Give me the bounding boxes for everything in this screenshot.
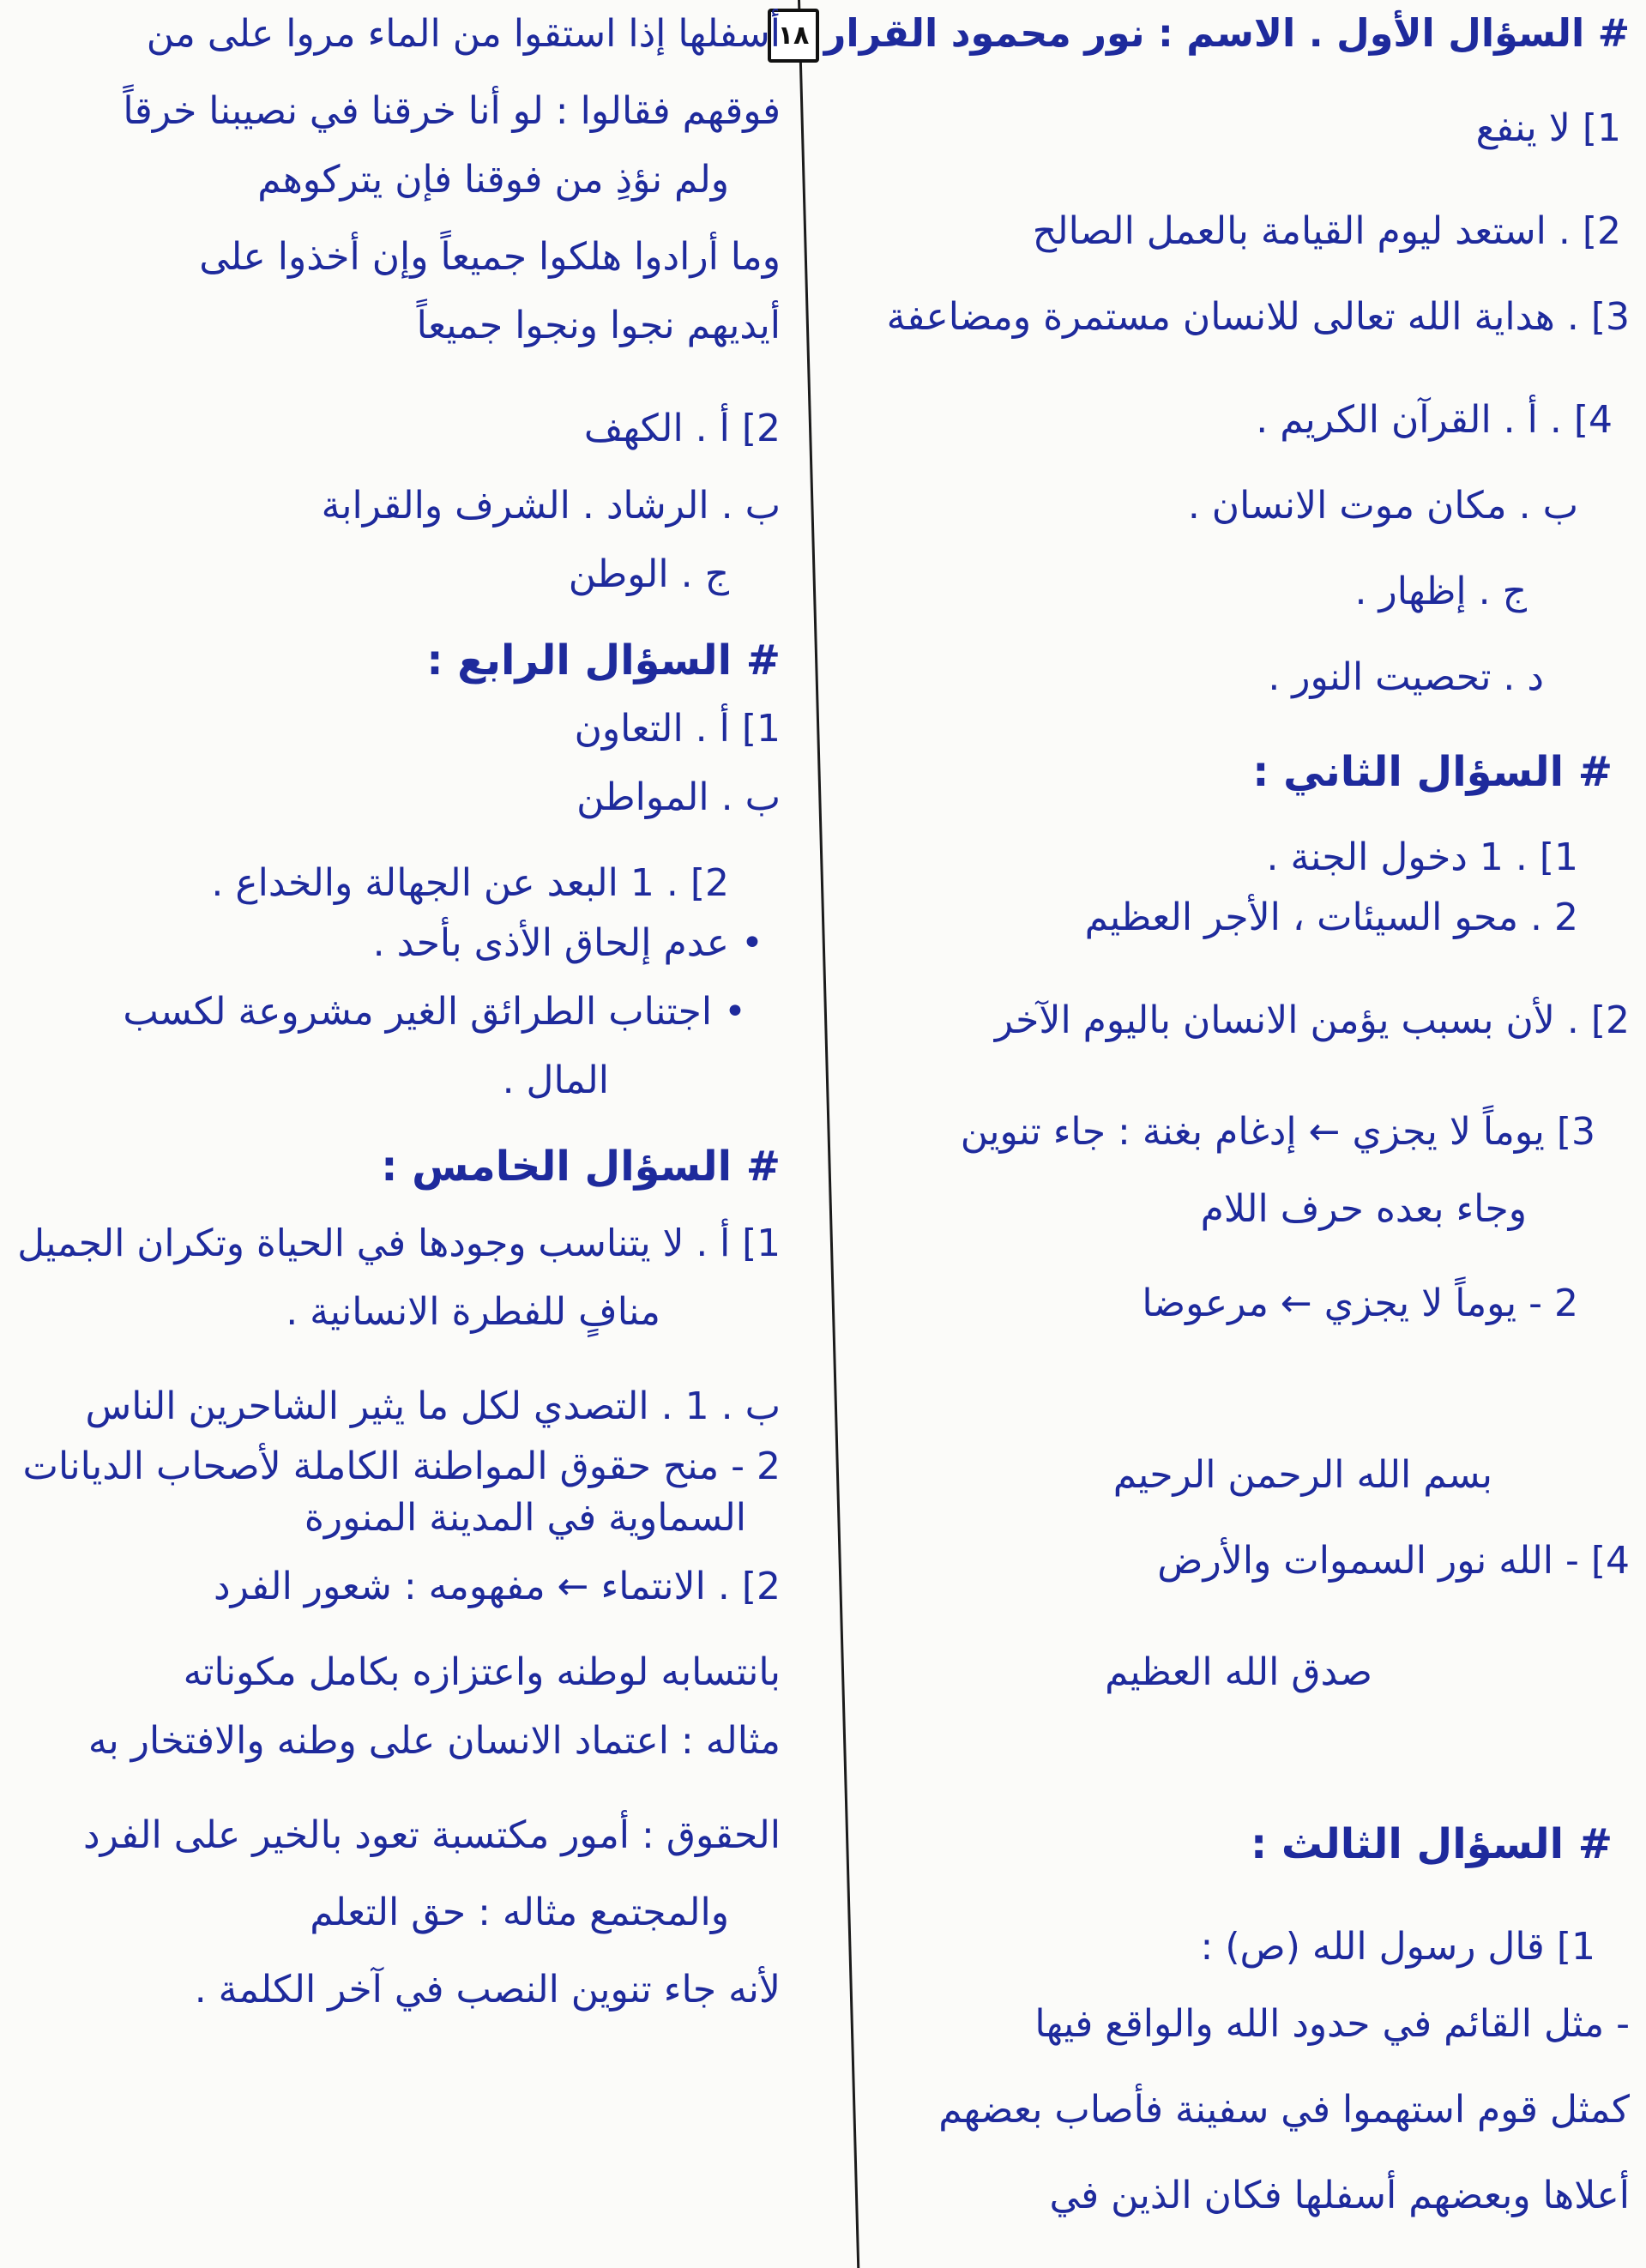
right-question-heading: # السؤال الأول . الاسم : نور محمود القرار xyxy=(823,12,1630,56)
right-answer-line: ب . مكان موت الانسان . xyxy=(1187,484,1578,528)
right-question-heading: # السؤال الثاني : xyxy=(1252,748,1613,796)
right-answer-line: وجاء بعده حرف اللام xyxy=(1200,1187,1527,1231)
right-answer-line: كمثل قوم استهموا في سفينة فأصاب بعضهم xyxy=(938,2088,1630,2132)
left-answer-line: وما أرادوا هلكوا جميعاً وإن أخذوا على xyxy=(199,235,781,279)
left-answer-line: 2] أ . الكهف xyxy=(583,407,781,450)
left-answer-line: ب . المواطن xyxy=(576,775,781,819)
right-answer-line: 1] قال رسول الله (ص) : xyxy=(1200,1925,1595,1969)
left-answer-line: مثاله : اعتماد الانسان على وطنه والافتخار به xyxy=(87,1719,781,1763)
left-answer-line: 1] أ . التعاون xyxy=(574,707,781,751)
column-divider xyxy=(798,0,859,2268)
left-answer-line: 1] أ . لا يتناسب وجودها في الحياة وتكران الجميل xyxy=(17,1221,781,1265)
right-answer-line: 3] يوماً لا يجزي ← إدغام بغنة : جاء تنوين xyxy=(960,1110,1595,1154)
left-answer-line: الحقوق : أمور مكتسبة تعود بالخير على الفرد xyxy=(83,1813,781,1857)
right-answer-line: د . تحصيت النور . xyxy=(1268,655,1544,699)
left-answer-line: • اجتناب الطرائق الغير مشروعة لكسب xyxy=(123,990,746,1034)
left-answer-line: أسفلها إذا استقوا من الماء مروا على من xyxy=(146,12,781,56)
right-question-heading: # السؤال الثالث : xyxy=(1251,1820,1613,1868)
right-answer-line: بسم الله الرحمن الرحيم xyxy=(1112,1453,1492,1497)
left-answer-line: بانتسابه لوطنه واعتزازه بكامل مكوناته xyxy=(183,1650,781,1694)
right-answer-line: ج . إظهار . xyxy=(1354,570,1527,613)
right-answer-line: 2] . استعد ليوم القيامة بالعمل الصالح xyxy=(1032,209,1621,253)
page-number: ١٨ xyxy=(777,21,810,51)
left-answer-line: 2 - منح حقوق المواطنة الكاملة لأصحاب الديانات xyxy=(22,1445,781,1488)
right-answer-line: 3] . هداية الله تعالى للانسان مستمرة ومضاعفة xyxy=(886,295,1630,339)
left-answer-line: ج . الوطن xyxy=(568,552,729,596)
left-answer-line: ب . الرشاد . الشرف والقرابة xyxy=(321,484,781,528)
left-answer-line: 2] . 1 البعد عن الجهالة والخداع . xyxy=(211,861,729,905)
right-answer-line: 1] . 1 دخول الجنة . xyxy=(1266,835,1578,879)
left-answer-line: لأنه جاء تنوين النصب في آخر الكلمة . xyxy=(194,1968,781,2012)
left-question-heading: # السؤال الخامس : xyxy=(381,1143,781,1191)
right-answer-line: أعلاها وبعضهم أسفلها فكان الذين في xyxy=(1049,2174,1630,2217)
left-answer-line: ولم نؤذِ من فوقنا فإن يتركوهم xyxy=(257,158,729,202)
left-answer-line: • عدم إلحاق الأذى بأحد . xyxy=(372,921,763,965)
left-answer-line: 2] . الانتماء ← مفهومه : شعور الفرد xyxy=(214,1565,781,1608)
left-answer-line: منافٍ للفطرة الانسانية . xyxy=(286,1290,660,1334)
right-answer-line: 4] - الله نور السموات والأرض xyxy=(1157,1539,1630,1583)
left-answer-line: أيديهم نجوا ونجوا جميعاً xyxy=(416,304,781,347)
right-answer-line: 2 - يوماً لا يجزي ← مرعوضا xyxy=(1142,1282,1578,1325)
right-answer-line: - مثل القائم في حدود الله والواقع فيها xyxy=(1034,2002,1630,2046)
left-question-heading: # السؤال الرابع : xyxy=(426,636,781,685)
left-answer-line: ب . 1 . التصدي لكل ما يثير الشاحرين الناس xyxy=(85,1384,781,1428)
right-answer-line: 1] لا ينفع xyxy=(1475,106,1621,150)
left-answer-line: فوقهم فقالوا : لو أنا خرقنا في نصيبنا خرقاً xyxy=(123,89,781,133)
left-answer-line: السماوية في المدينة المنورة xyxy=(304,1496,746,1540)
left-answer-line: والمجتمع مثاله : حق التعلم xyxy=(310,1891,729,1934)
right-answer-line: 4] . أ . القرآن الكريم . xyxy=(1256,398,1613,442)
right-answer-line: صدق الله العظيم xyxy=(1105,1650,1372,1694)
left-answer-line: المال . xyxy=(502,1059,609,1102)
right-answer-line: 2] . لأن بسبب يؤمن الانسان باليوم الآخر xyxy=(994,998,1630,1042)
right-answer-line: 2 . محو السيئات ، الأجر العظيم xyxy=(1084,896,1578,939)
